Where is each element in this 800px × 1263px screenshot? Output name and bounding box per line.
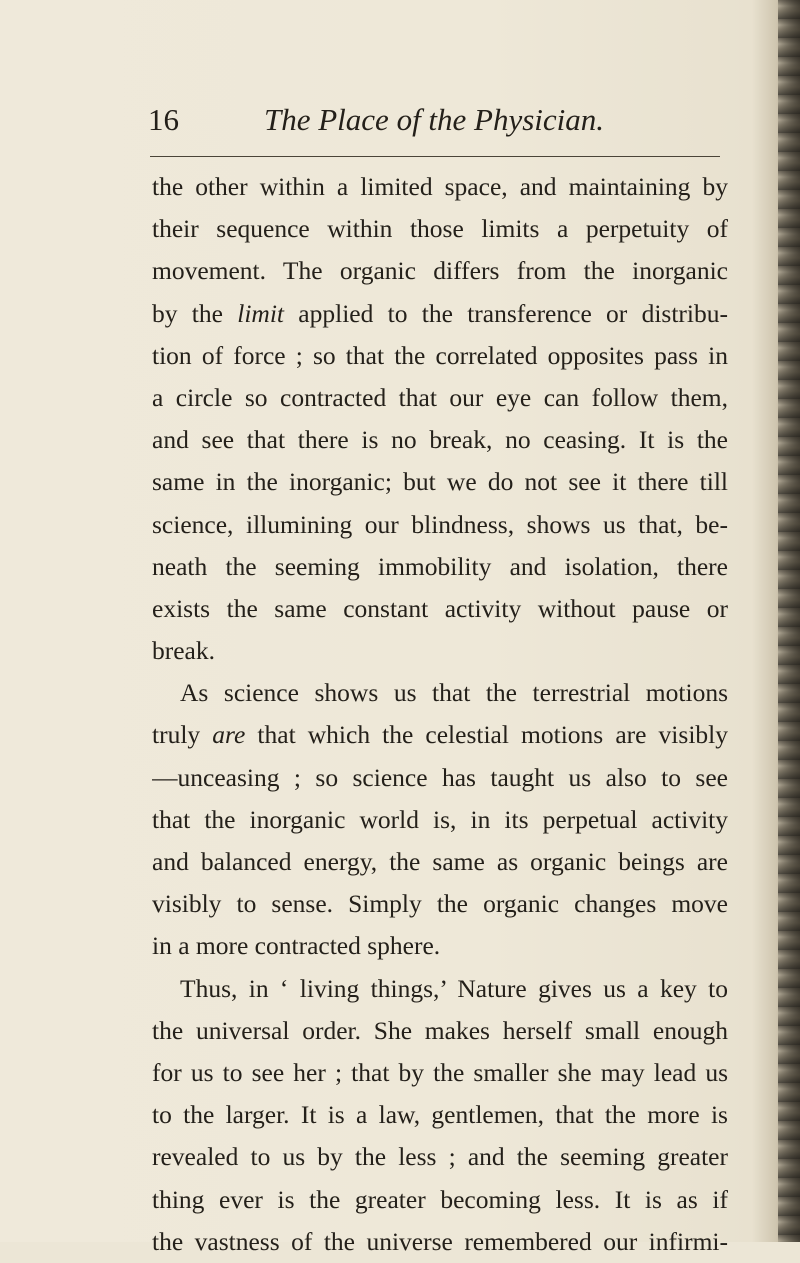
text-line: the universal order. She makes herself small enough [152, 1015, 728, 1045]
text-line: and see that there is no break, no ceasing. It is the [152, 425, 728, 455]
running-title: The Place of the Physician. [264, 102, 605, 137]
text-line: break. [152, 636, 216, 666]
header-rule [150, 156, 720, 157]
page-header [148, 100, 718, 144]
page-number: 16 [148, 102, 179, 137]
text-line: same in the inorganic; but we do not see it there till [152, 467, 728, 497]
text-line [152, 714, 728, 756]
text-line: neath the seeming immobility and isolation, there [152, 551, 728, 581]
text-line: the other within a limited space, and maintaining by [152, 172, 728, 201]
text-line: Thus, in ‘ living things,’ Nature gives us a key to [180, 973, 728, 1003]
text-line: to the larger. It is a law, gentlemen, that the more is [152, 1100, 728, 1130]
text-line: tion of force ; so that the correlated opposites pass in [152, 340, 728, 370]
text-line: and balanced energy, the same as organic beings are [152, 847, 728, 876]
text-line: movement. The organic differs from the inorganic [152, 256, 728, 286]
text-line: —unceasing ; so science has taught us also to see [152, 762, 728, 792]
text-line: their sequence within those limits a perpetuity of [152, 214, 728, 244]
text-line: in a more contracted sphere. [152, 931, 441, 961]
text-line: thing ever is the greater becoming less. It is as if [152, 1184, 728, 1214]
text-line: revealed to us by the less ; and the seeming greater [152, 1142, 728, 1172]
text-segment: applied to the transference or distribu- [284, 298, 728, 328]
text-line: that the inorganic world is, in its perpetual activity [152, 804, 728, 834]
text-line: for us to see her ; that by the smaller she may lead us [152, 1057, 728, 1087]
text-line: a circle so contracted that our eye can follow them, [152, 382, 728, 412]
text-line: visibly to sense. Simply the organic changes move [152, 889, 728, 919]
text-line: exists the same constant activity without pause or [152, 593, 728, 623]
text-line: the vastness of the universe remembered our infirmi- [152, 1226, 728, 1256]
text-line [152, 293, 728, 335]
text-line: As science shows us that the terrestrial motions [180, 678, 728, 708]
text-segment: that which the celestial motions are visibly [245, 720, 728, 750]
page-edge-shadow [778, 0, 800, 1242]
body-text [152, 166, 728, 1263]
italic-word: are [212, 720, 246, 750]
text-segment: by the [152, 298, 238, 328]
text-line: science, illumining our blindness, shows us that, be- [152, 509, 728, 539]
italic-word: limit [237, 298, 284, 328]
text-segment: truly [152, 720, 213, 750]
